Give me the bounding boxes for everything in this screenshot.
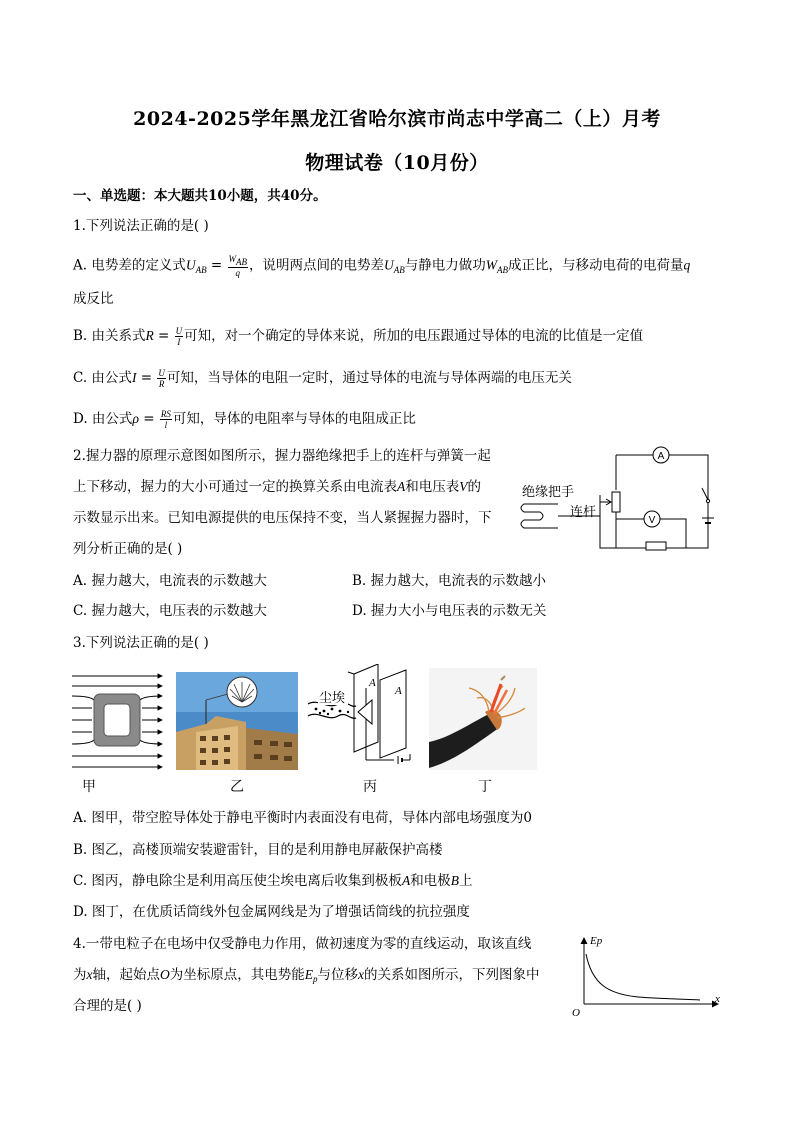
- q2-option-c: C. 握力越大，电压表的示数越大: [73, 603, 267, 619]
- q1-stem: 1.下列说法正确的是( ): [73, 218, 209, 234]
- q4-ep-x-graph: [568, 930, 728, 1020]
- plate-a-label-2: A: [395, 685, 402, 697]
- figure-caption-jia: 甲: [82, 779, 96, 795]
- q2-option-a: A. 握力越大，电流表的示数越大: [73, 573, 267, 589]
- q3-option-b: B. 图乙，高楼顶端安装避雷针，目的是利用静电屏蔽保护高楼: [73, 842, 443, 858]
- q2-circuit-diagram: [518, 440, 723, 558]
- q3-figure-ding-shielded-cable: [429, 668, 537, 770]
- q4-stem-line1: 4.一带电粒子在电场中仅受静电力作用，做初速度为零的直线运动，取该直线: [73, 936, 532, 952]
- q3-figure-bing-electrostatic-precipitator: [306, 664, 418, 774]
- q3-option-c: C. 图丙，静电除尘是利用高压使尘埃电离后收集到极板A和电极B上: [73, 873, 473, 889]
- q2-stem-line3: 示数显示出来。已知电源提供的电压保持不变，当人紧握握力器时，下: [73, 510, 492, 526]
- q3-figure-yi-lightning-rod-building: [176, 672, 298, 770]
- dust-label: 尘埃: [319, 691, 346, 706]
- section-heading: 一、单选题：本大题共10小题，共40分。: [73, 188, 327, 204]
- graph-origin-label: O: [572, 1007, 580, 1019]
- q1-option-a-cont: 成反比: [73, 291, 114, 307]
- q4-stem-line2: 为x轴，起始点O为坐标原点，其电势能$E_p$与位移x的关系如图所示，下列图象中: [73, 967, 540, 984]
- q2-stem-line2: 上下移动，握力的大小可通过一定的换算关系由电流表A和电压表V的: [73, 479, 481, 495]
- graph-y-label: Ep: [590, 935, 603, 947]
- q3-figure-jia-hollow-conductor: [70, 670, 165, 774]
- q3-option-a: A. 图甲，带空腔导体处于静电平衡时内表面没有电荷，导体内部电场强度为0: [73, 810, 532, 826]
- graph-x-label: x: [715, 993, 720, 1005]
- plate-a-label-1: A: [369, 677, 376, 689]
- q1-option-d: D. 由公式ρ = $\frac{RS}{l}$ 可知，导体的电阻率与导体的电阻成正比: [73, 409, 416, 430]
- q1-option-b: B. 由关系式R = $\frac{U}{I}$ 可知，对一个确定的导体来说，所加的电压跟通过导体的电流的比值是一定值: [73, 326, 644, 347]
- q1-fraction-wab-q: $\frac{W_{AB}}{q}$: [228, 254, 247, 278]
- q2-option-d: D. 握力大小与电压表的示数无关: [352, 603, 547, 619]
- handle-label: 绝缘把手: [522, 485, 575, 500]
- q4-stem-line3: 合理的是( ): [73, 998, 142, 1014]
- figure-caption-bing: 丙: [363, 779, 377, 795]
- figure-caption-yi: 乙: [230, 779, 244, 795]
- exam-title-line2: 物理试卷（10月份）: [305, 152, 489, 174]
- q1-option-a: A. 电势差的定义式$U_{AB}$ = $\frac{W_{AB}}{q}$ ，说明两点间的电势差$U_{AB}$与静电力做功$W_{AB}$成正比，与移动电荷的电荷量q: [73, 254, 691, 278]
- q2-option-b: B. 握力越大，电流表的示数越小: [352, 573, 547, 589]
- q2-stem-line1: 2.握力器的原理示意图如图所示，握力器绝缘把手上的连杆与弹簧一起: [73, 448, 491, 464]
- exam-title-line1: 2024-2025学年黑龙江省哈尔滨市尚志中学高二（上）月考: [133, 108, 661, 130]
- voltmeter-label: V: [648, 515, 656, 526]
- q3-stem: 3.下列说法正确的是( ): [73, 635, 209, 651]
- figure-caption-ding: 丁: [478, 779, 492, 795]
- q3-option-d: D. 图丁，在优质话筒线外包金属网线是为了增强话筒线的抗拉强度: [73, 904, 470, 920]
- ammeter-label: A: [657, 451, 665, 462]
- rod-label: 连杆: [570, 505, 597, 520]
- q1-option-c: C. 由公式I = $\frac{U}{R}$ 可知，当导体的电阻一定时，通过导体的电流与导体两端的电压无关: [73, 368, 572, 389]
- q2-stem-line4: 列分析正确的是( ): [73, 541, 183, 557]
